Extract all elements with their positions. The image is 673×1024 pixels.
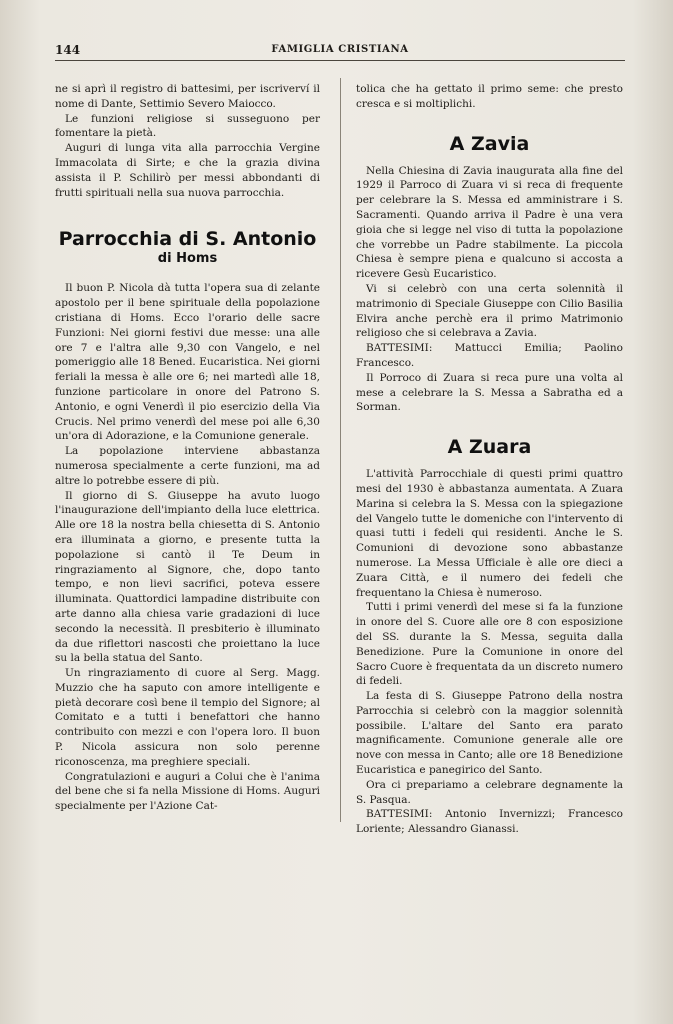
body-paragraph: Il giorno di S. Giuseppe ha avuto luogo l'inaugurazione dell'impianto della luce elettrica. Alle ore 18 la nostra bella chiesetta di S. Antonio era illuminata a giorno, e presente tutta la popolazione si cantò il Te Deum in ringraziamento al Signore, che, dopo tanto tempo, e non lievi sacrifici, poteva essere illuminata. Quattordici lampadine distribuite con arte danno alla chiesa varie gradazioni di luce secondo la necessità. Il presbiterio è illuminato da due riflettori nascosti che proiettano la luce su la bella statua del Santo. [55, 489, 320, 665]
column-divider [340, 78, 341, 822]
intro-paragraph: ne si aprì il registro di battesimi, per iscriverví il nome di Dante, Settimio Severo Maiocco. [55, 83, 320, 110]
body-paragraph: Un ringraziamento di cuore al Serg. Magg. Muzzio che ha saputo con amore intelligente e pietà decorare così bene il tempio del Signore; al Comitato e a tutti i benefattori che hanno contribuito con mezzi e con l'opera loro. Il buon P. Nicola assicura non solo perenne riconoscenza, ma preghiere speciali. [55, 667, 320, 768]
right-column [356, 82, 623, 837]
section-title-zuara: A Zuara [447, 436, 532, 459]
section-heading-homs [55, 227, 320, 267]
page-number: 144 [55, 43, 81, 57]
body-paragraph: Congratulazioni e auguri a Colui che è l'anima del bene che si fa nella Missione di Homs. Auguri specialmente per l'Azione Cat- [55, 770, 320, 813]
body-paragraph: Ora ci prepariamo a celebrare degnamente la S. Pasqua. [356, 778, 623, 806]
body-paragraph: Il Porroco di Zuara si reca pure una volta al mese a celebrare la S. Messa a Sabratha ed a Sorman. [356, 371, 623, 414]
intro-paragraph: Auguri di lunga vita alla parrocchia Vergine Immacolata di Sirte; e che la grazia divina assista il P. Schilirò per messi abbondanti di frutti spirituali nella sua nuova parrocchia. [55, 142, 320, 199]
body-paragraph: Tutti i primi venerdì del mese si fa la funzione in onore del S. Cuore alle ore 8 con esposizione del SS. durante la S. Messa, seguita dalla Benedizione. Pure la Comunione in onore del Sacro Cuore è frequentata da un discreto numero di fedeli. [356, 601, 623, 688]
body-paragraph: Nella Chiesina di Zavia inaugurata alla fine del 1929 il Parroco di Zuara vi si reca di frequente per celebrare la S. Messa ed amministrare i S. Sacramenti. Quando arriva il Padre è una vera gioia che si legge nel viso di tutta la popolazione che vorrebbe un Padre stabilmente. La piccola Chiesa è sempre piena e qualcuno si accosta a ricevere Gesù Eucaristico. [356, 164, 623, 281]
page-header [55, 40, 625, 61]
running-title: FAMIGLIA CRISTIANA [271, 44, 409, 55]
left-column [55, 82, 320, 814]
body-paragraph: La festa di S. Giuseppe Patrono della nostra Parrocchia si celebrò con la maggior solennità possibile. L'altare del Santo era parato magnificamente. Comunione generale alle ore nove con messa in Canto; alle ore 18 Benedizione Eucaristica e panegirico del Santo. [356, 690, 623, 777]
section-title: Parrocchia di S. Antonio [58, 228, 317, 251]
section-subtitle: di Homs [157, 251, 218, 267]
section-title-zavia: A Zavia [449, 132, 530, 155]
body-paragraph: BATTESIMI: Mattucci Emilia; Paolino Francesco. [356, 342, 623, 369]
body-paragraph: La popolazione interviene abbastanza numerosa specialmente a certe funzioni, ma ad altre lo potrebbe essere di più. [55, 445, 320, 487]
body-paragraph: L'attività Parrocchiale di questi primi quattro mesi del 1930 è abbastanza aumentata. A Zuara Marina si celebra la S. Messa con la spiegazione del Vangelo tutte le domeniche con l'intervento di quasi tutti i fedeli qui residenti. Anche le S. Comunioni di devozione sono abbastanze numerose. La Messa Ufficiale è alle ore dieci a Zuara Città, e il numero dei fedeli che frequentano la Chiesa è numeroso. [356, 468, 623, 599]
intro-paragraph: Le funzioni religiose si susseguono per fomentare la pietà. [55, 112, 320, 140]
body-paragraph: Vi si celebrò con una certa solennità il matrimonio di Speciale Giuseppe con Cilio Basilia Elvira anche perchè era il primo Matrimonio religioso che si celebrava a Zavia. [356, 282, 623, 340]
body-paragraph: Il buon P. Nicola dà tutta l'opera sua di zelante apostolo per il bene spirituale della popolazione cristiana di Homs. Ecco l'orario delle sacre Funzioni: Nei giorni festivi due messe: una alle ore 7 e l'altra alle 9,30 con Vangelo, e nel pomeriggio alle 18 Bened. Eucaristica. Nei giorni feriali la messa è alle ore 6; nei martedì alle 18, funzione particolare in onore del Patrono S. Antonio, e ogni Venerdì il pio esercizio della Via Crucis. Nel primo venerdì del mese poi alle 6,30 un'ora di Adorazione, e la Comunione generale. [55, 282, 320, 443]
body-paragraph: BATTESIMI: Antonio Invernizzi; Francesco Loriente; Alessandro Gianassi. [356, 808, 623, 836]
continuation-paragraph: tolica che ha gettato il primo seme: che presto cresca e si moltiplichi. [356, 83, 623, 110]
